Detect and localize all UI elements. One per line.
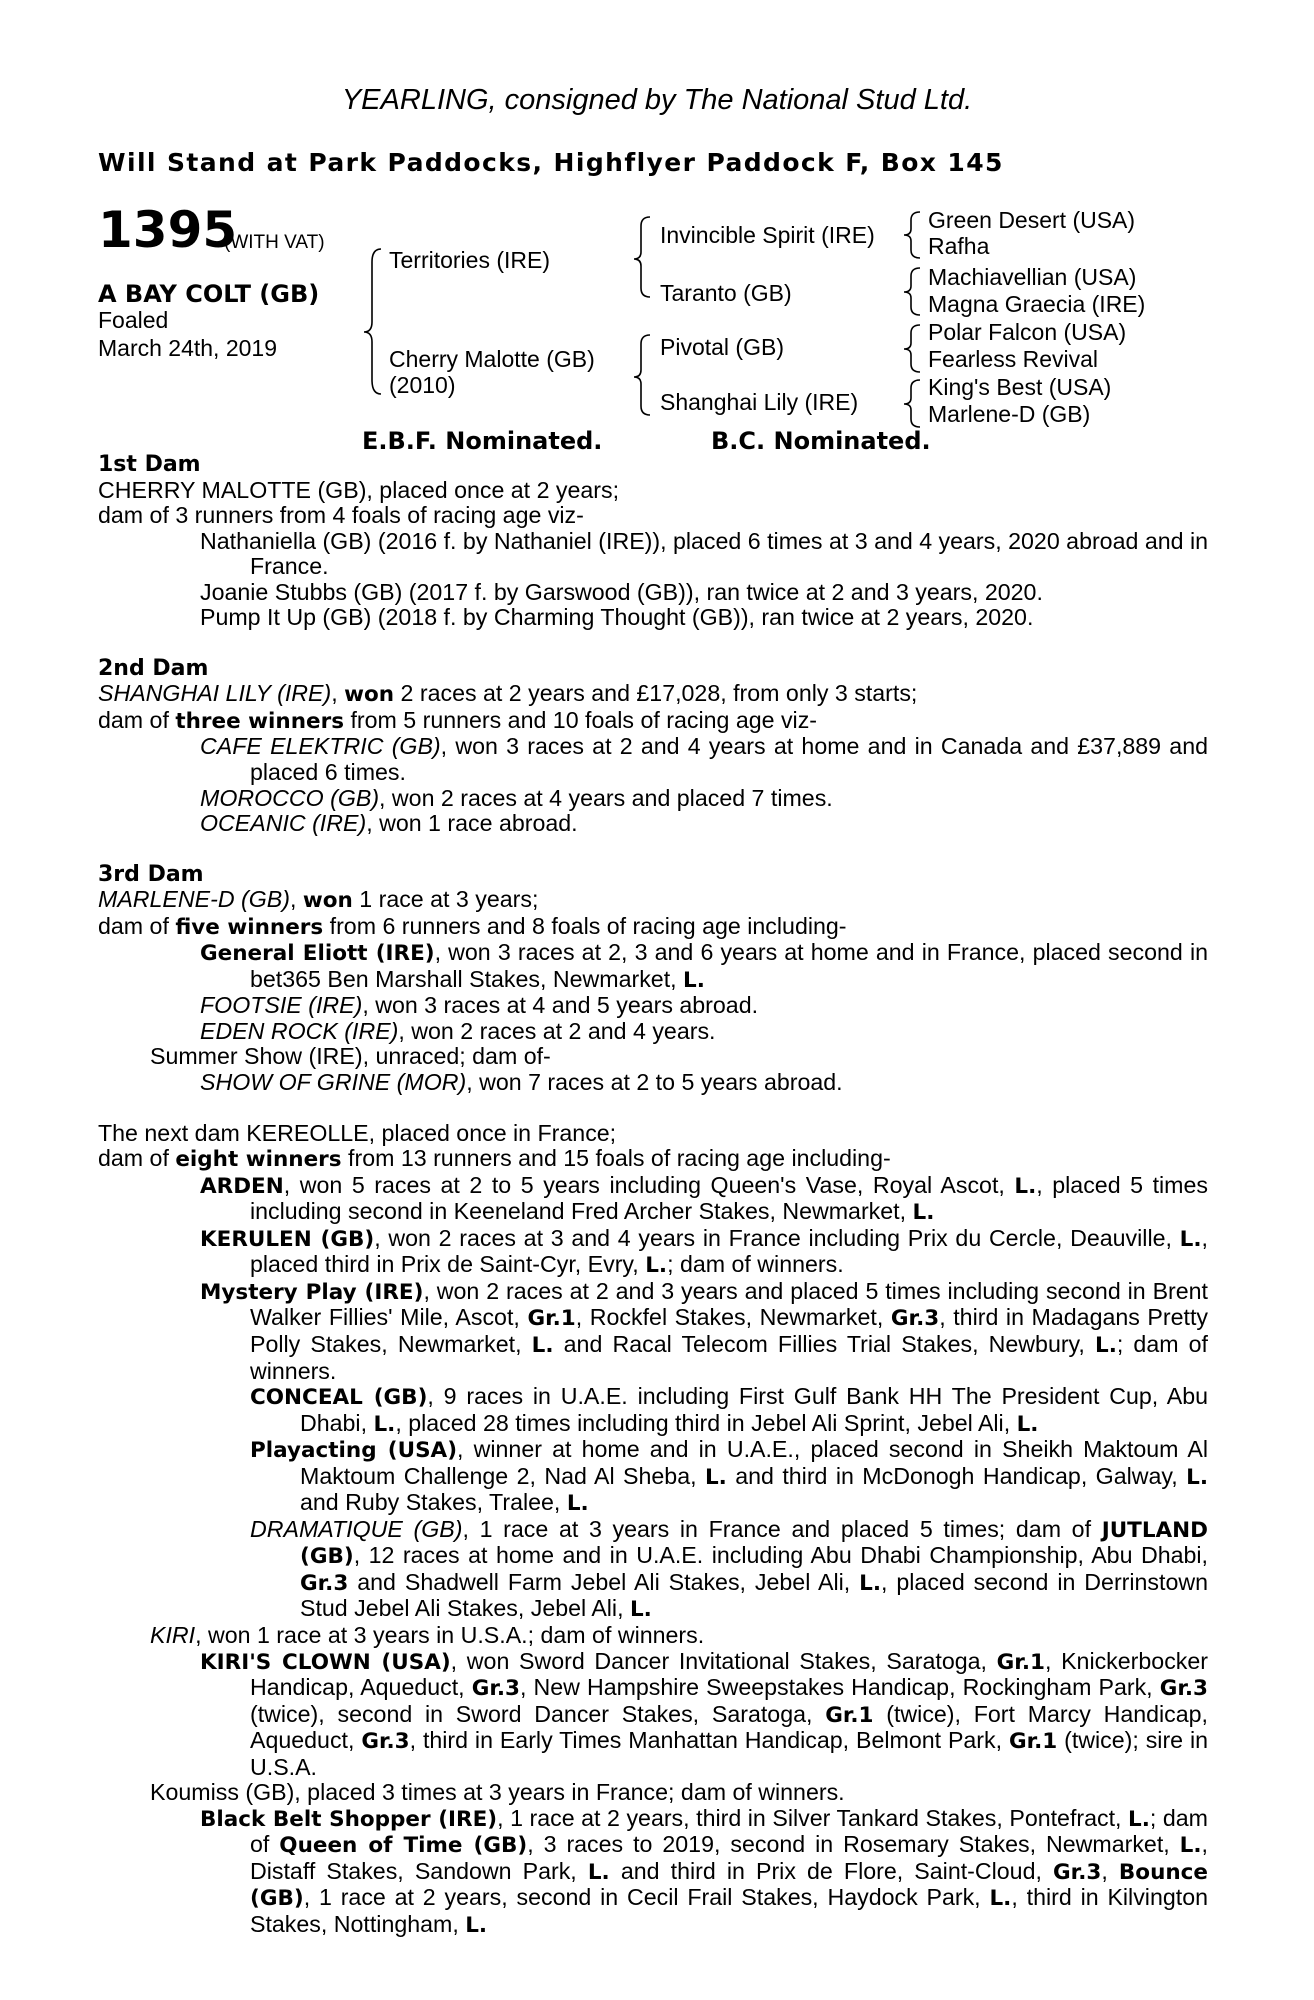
produce-entry: CAFE ELEKTRIC (GB), won 3 races at 2 and 4 years at home and in Canada and £37,889 and placed 6 times. (200, 733, 1208, 786)
produce-entry: KIRI, won 1 race at 3 years in U.S.A.; dam of winners. (150, 1621, 705, 1648)
foaled-date: March 24th, 2019 (98, 335, 278, 361)
produce-entry: Mystery Play (IRE), won 2 races at 2 and 3 years and placed 5 times including second in Brent Walker Fillies' Mile, Ascot, Gr.1, Rockfel Stakes, Newmarket, Gr.3, third in Madagans Pretty Polly Stakes, Newmarket, L. and Racal Telecom Fillies Trial Stakes, Newbury, L.; dam of winners. (200, 1277, 1209, 1384)
pedigree-dsd: Fearless Revival (928, 346, 1098, 372)
produce-entry: General Eliott (IRE), won 3 races at 2, 3 and 6 years at home and in France, placed second in bet365 Ben Marshall Stakes, Newmarket, L. (200, 939, 1209, 993)
produce-entry: Joanie Stubbs (GB) (2017 f. by Garswood (GB)), ran twice at 2 and 3 years, 2020. (200, 578, 1043, 605)
produce-entry: ARDEN, won 5 races at 2 to 5 years including Queen's Vase, Royal Ascot, L., placed 5 times including second in Keeneland Fred Archer Stakes, Newmarket, L. (200, 1171, 1208, 1226)
third-dam-heading: 3rd Dam (98, 861, 204, 887)
pedigree-sire-dam: Taranto (GB) (660, 280, 792, 306)
third-dam-name: MARLENE-D (GB) (98, 886, 290, 913)
third-dam-line: MARLENE-D (GB), won 1 race at 3 years; (98, 886, 539, 914)
produce-entry: KIRI'S CLOWN (USA), won Sword Dancer Invitational Stakes, Saratoga, Gr.1, Knickerbocker Handicap, Aqueduct, Gr.3, New Hampshire Sweepstakes Handicap, Rockingham Park, Gr.3 (twice), second in Sword Dancer Stakes, Saratoga, Gr.1 (twice), Fort Marcy Handicap, Aqueduct, Gr.3, third in Early Times Manhattan Handicap, Belmont Park, Gr.1 (twice); sire in U.S.A. (200, 1647, 1208, 1780)
pedigree-dam-dam: Shanghai Lily (IRE) (660, 389, 859, 415)
produce-entry: MOROCCO (GB), won 2 races at 4 years and placed 7 times. (200, 784, 833, 811)
consignment-title: YEARLING, consigned by The National Stud Ltd. (341, 84, 973, 116)
second-dam-name: SHANGHAI LILY (IRE) (98, 680, 332, 707)
stand-location: Will Stand at Park Paddocks, Highflyer Paddock F, Box 145 (98, 148, 1004, 177)
first-dam-summary: dam of 3 runners from 4 foals of racing age viz- (98, 502, 584, 529)
pedigree-sdd: Magna Graecia (IRE) (928, 291, 1146, 317)
produce-entry: Pump It Up (GB) (2018 f. by Charming Thought (GB)), ran twice at 2 years, 2020. (200, 604, 1034, 631)
produce-entry: CONCEAL (GB), 9 races in U.A.E. including First Gulf Bank HH The President Cup, Abu Dhabi, L., placed 28 times including third in Jebel Ali Sprint, Jebel Ali, L. (250, 1383, 1208, 1437)
produce-record (98, 452, 1208, 1939)
pedigree-ssd: Rafha (928, 233, 990, 259)
foaled-label: Foaled (98, 307, 169, 333)
produce-entry: Summer Show (IRE), unraced; dam of- (150, 1043, 551, 1070)
produce-entry: OCEANIC (IRE), won 1 race abroad. (200, 810, 578, 837)
pedigree-ddd: Marlene-D (GB) (928, 401, 1091, 427)
pedigree-sds: Machiavellian (USA) (928, 264, 1137, 290)
produce-entry: EDEN ROCK (IRE), won 2 races at 2 and 4 years. (200, 1017, 716, 1044)
produce-entry: Playacting (USA), winner at home and in U.A.E., placed second in Sheikh Maktoum Al Maktoum Challenge 2, Nad Al Sheba, L. and third in McDonogh Handicap, Galway, L. and Ruby Stakes, Tralee, L. (250, 1436, 1208, 1517)
produce-entry: KERULEN (GB), won 2 races at 3 and 4 years in France including Prix du Cercle, Deauville, L., placed third in Prix de Saint-Cyr, Evry, L.; dam of winners. (200, 1224, 1208, 1279)
third-dam-summary: dam of five winners from 6 runners and 8 foals of racing age including- (98, 912, 847, 940)
second-dam-heading: 2nd Dam (98, 655, 209, 681)
produce-entry: Koumiss (GB), placed 3 times at 3 years in France; dam of winners. (150, 1779, 845, 1806)
pedigree-dss: Polar Falcon (USA) (928, 319, 1127, 345)
bc-nominated: B.C. Nominated. (711, 427, 931, 455)
pedigree-dam-name: Cherry Malotte (GB) (389, 346, 595, 372)
produce-entry: Nathaniella (GB) (2016 f. by Nathaniel (IRE)), placed 6 times at 3 and 4 years, 2020 abroad and in France. (200, 527, 1208, 580)
lot-number: 1395 (98, 201, 238, 259)
second-dam-line: SHANGHAI LILY (IRE), won 2 races at 2 years and £17,028, from only 3 starts; (98, 680, 918, 708)
ebf-nominated: E.B.F. Nominated. (362, 427, 603, 455)
second-dam-summary: dam of three winners from 5 runners and 10 foals of racing age viz- (98, 706, 818, 734)
pedigree-sire: Territories (IRE) (389, 247, 551, 273)
produce-entry: Black Belt Shopper (IRE), 1 race at 2 years, third in Silver Tankard Stakes, Pontefract, L.; dam of Queen of Time (GB), 3 races to 2019, second in Rosemary Stakes, Newmarket, L., Distaff Stakes, Sandown Park, L. and third in Prix de Flore, Saint-Cloud, Gr.3, Bounce (GB), 1 race at 2 years, second in Cecil Frail Stakes, Haydock Park, L., third in Kilvington Stakes, Nottingham, L. (200, 1804, 1209, 1938)
first-dam-line: CHERRY MALOTTE (GB), placed once at 2 years; (98, 476, 620, 503)
pedigree-dam-sire: Pivotal (GB) (660, 334, 784, 360)
pedigree-dds: King's Best (USA) (928, 374, 1112, 400)
pedigree-dam (389, 346, 595, 398)
produce-entry: DRAMATIQUE (GB), 1 race at 3 years in France and placed 5 times; dam of JUTLAND (GB), 12 races at home and in U.A.E. including Abu Dhabi Championship, Abu Dhabi, Gr.3 and Shadwell Farm Jebel Ali Stakes, Jebel Ali, L., placed second in Derrinstown Stud Jebel Ali Stakes, Jebel Ali, L. (250, 1515, 1209, 1623)
pedigree-sire-sire: Invincible Spirit (IRE) (660, 222, 875, 248)
vat-note: (WITH VAT) (224, 232, 325, 253)
next-dam-line: The next dam KEREOLLE, placed once in France; (98, 1119, 617, 1146)
next-dam-summary: dam of eight winners from 13 runners and 15 foals of racing age including- (98, 1145, 891, 1173)
horse-name: A BAY COLT (GB) (98, 280, 320, 308)
pedigree-sss: Green Desert (USA) (928, 207, 1136, 233)
produce-entry: FOOTSIE (IRE), won 3 races at 4 and 5 years abroad. (200, 992, 759, 1019)
pedigree-dam-year: (2010) (389, 372, 456, 398)
first-dam-heading: 1st Dam (98, 452, 201, 477)
produce-entry: SHOW OF GRINE (MOR), won 7 races at 2 to 5 years abroad. (200, 1069, 843, 1096)
